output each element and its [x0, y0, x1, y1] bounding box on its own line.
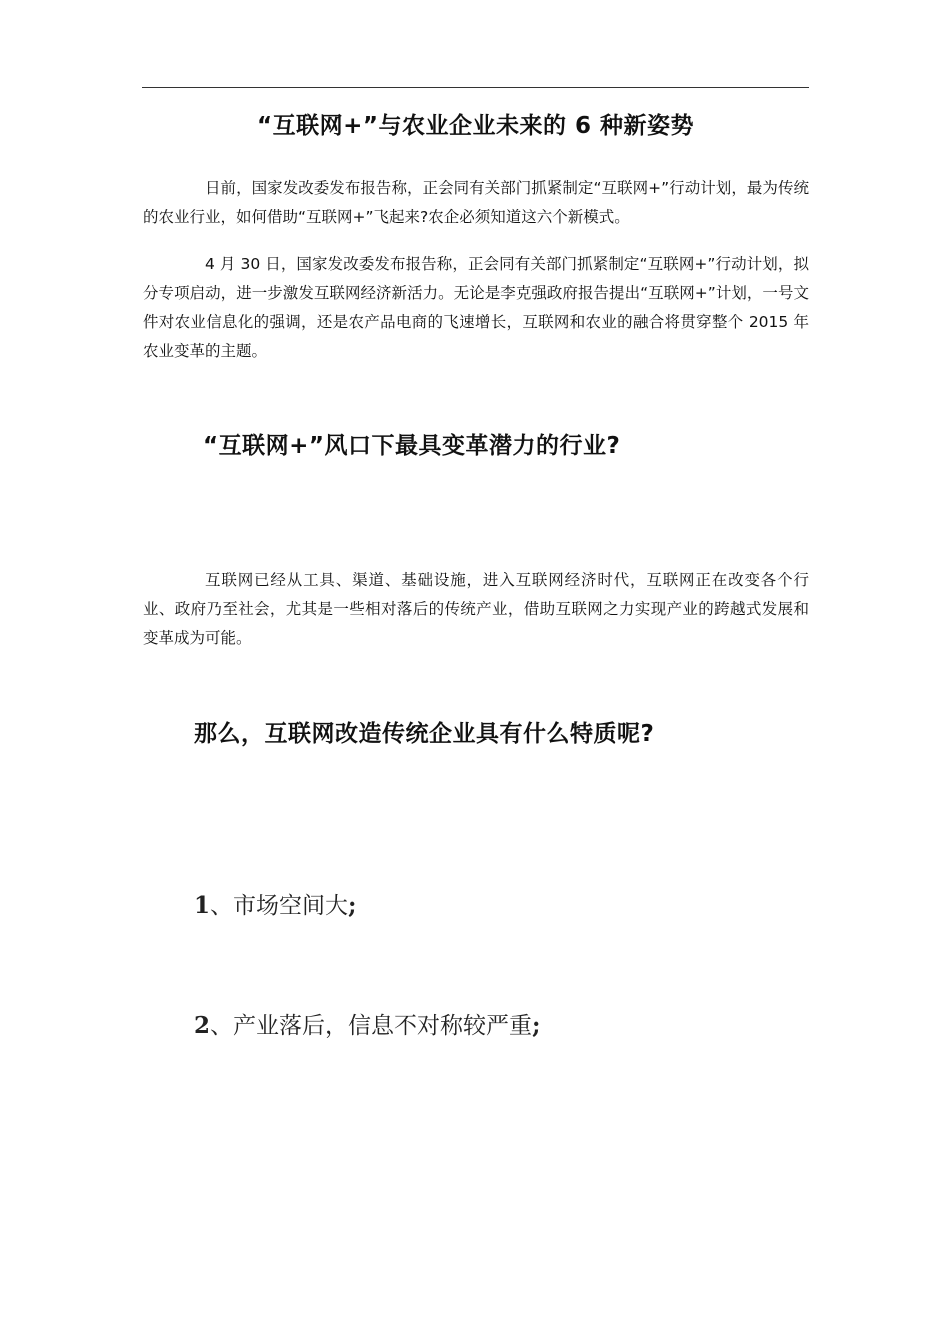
list-item-separator: 、 — [210, 893, 234, 919]
list-item-industry-lagging — [194, 1008, 541, 1044]
list-item-separator: 、 — [210, 1013, 234, 1039]
header-rule — [142, 87, 809, 88]
list-item-number: 1 — [194, 892, 211, 919]
list-item-number: 2 — [194, 1012, 211, 1039]
list-item-end: ; — [532, 1012, 541, 1039]
section-heading-traits: 那么，互联网改造传统企业具有什么特质呢? — [194, 721, 655, 747]
paragraph-intro: 日前，国家发改委发布报告称，正会同有关部门抓紧制定“互联网+”行动计划，最为传统的农业行业，如何借助“互联网+”飞起来?农企必须知道这六个新模式。 — [143, 179, 809, 226]
document-title: “互联网+”与农业企业未来的 6 种新姿势 — [256, 113, 695, 139]
list-item-text: 产业落后，信息不对称较严重 — [233, 1013, 533, 1039]
paragraph-internet-economy: 互联网已经从工具、渠道、基础设施，进入互联网经济时代，互联网正在改变各个行业、政府乃至社会，尤其是一些相对落后的传统产业，借助互联网之力实现产业的跨越式发展和变革成为可能。 — [143, 571, 809, 647]
section-heading-industry: “互联网+”风口下最具变革潜力的行业? — [203, 433, 621, 459]
list-item-text: 市场空间大 — [233, 893, 349, 919]
list-item-market-space — [194, 888, 357, 924]
list-item-end: ; — [348, 892, 357, 919]
paragraph-announcement: 4 月 30 日，国家发改委发布报告称，正会同有关部门抓紧制定“互联网+”行动计划，拟分专项启动，进一步激发互联网经济新活力。无论是李克强政府报告提出“互联网+”计划，一号文件对农业信息化的强调，还是农产品电商的飞速增长，互联网和农业的融合将贯穿整个 2015 年农业变革的主题。 — [143, 255, 809, 360]
